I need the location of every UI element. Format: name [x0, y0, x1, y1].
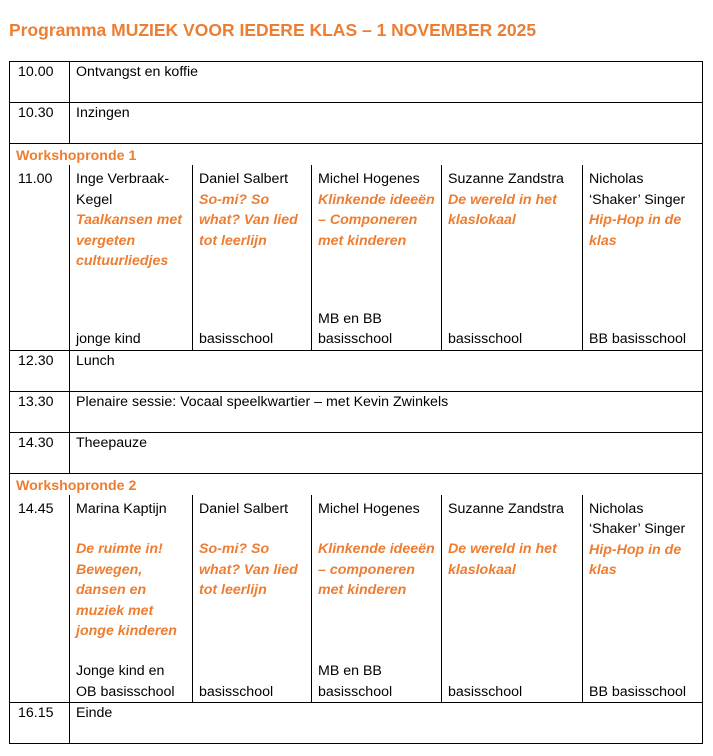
section-header-round-1 [10, 144, 703, 166]
audience-label: basisschool [448, 683, 523, 700]
activity-cell: Inzingen [70, 103, 703, 144]
workshop-cell [70, 165, 193, 350]
presenter-name: Inge Verbraak-Kegel [76, 171, 170, 208]
time-cell: 14.45 [10, 495, 70, 703]
audience-label: jonge kind [76, 331, 141, 347]
workshop-title: Hip-Hop in de klas [589, 212, 682, 249]
workshop-cell [193, 495, 312, 703]
section-header-round-2 [10, 473, 703, 495]
presenter-name: Suzanne Zandstra [448, 500, 564, 517]
table-row [10, 350, 703, 391]
time-cell: 13.30 [10, 391, 70, 432]
presenter-name: Marina Kaptijn [76, 500, 167, 517]
workshop-row-round-1 [10, 165, 703, 350]
activity-cell: Lunch [70, 350, 703, 391]
workshop-title: De ruimte in! Bewegen, dansen en muziek met jonge kinderen [76, 541, 177, 639]
workshop-cell [583, 495, 703, 703]
audience-label: basisschool [448, 331, 523, 347]
table-row [10, 703, 703, 744]
audience-label: BB basisschool [589, 331, 686, 347]
presenter-name: Suzanne Zandstra [448, 171, 564, 187]
workshop-cell [70, 495, 193, 703]
workshop-title: So-mi? So what? Van lied tot leerlijn [199, 191, 298, 249]
workshop-title: Klinkende ideeën – componeren met kinderen [318, 541, 435, 598]
audience-label: basisschool [199, 331, 274, 347]
workshop-title: Hip-Hop in de klas [589, 541, 682, 578]
presenter-name: Nicholas ‘Shaker’ Singer [589, 171, 686, 208]
activity-cell: Theepauze [70, 432, 703, 473]
time-cell: 11.00 [10, 165, 70, 350]
presenter-name: Nicholas ‘Shaker’ Singer [589, 500, 686, 537]
presenter-name: Daniel Salbert [199, 171, 289, 187]
time-cell: 10.30 [10, 103, 70, 144]
presenter-name: Michel Hogenes [318, 500, 420, 517]
table-row [10, 391, 703, 432]
time-cell: 10.00 [10, 62, 70, 103]
workshop-title: So-mi? So what? Van lied tot leerlijn [199, 541, 298, 598]
workshop-title: De wereld in het klaslokaal [448, 191, 557, 228]
activity-cell: Einde [70, 703, 703, 744]
workshop-title: Taalkansen met vergeten cultuurliedjes [76, 212, 182, 269]
workshop-cell [193, 165, 312, 350]
audience-label: basisschool [199, 683, 274, 700]
table-row [10, 62, 703, 103]
presenter-name: Michel Hogenes [318, 171, 420, 187]
activity-cell: Plenaire sessie: Vocaal speelkwartier – met Kevin Zwinkels [70, 391, 703, 432]
workshop-row-round-2 [10, 495, 703, 703]
audience-label: MB en BB basisschool [318, 310, 393, 347]
workshop-cell [312, 165, 442, 350]
audience-label: Jonge kind en OB basisschool [76, 663, 175, 700]
activity-cell: Ontvangst en koffie [70, 62, 703, 103]
audience-label: BB basisschool [589, 683, 686, 700]
workshop-title: De wereld in het klaslokaal [448, 541, 557, 578]
audience-label: MB en BB basisschool [318, 663, 393, 700]
time-cell: 14.30 [10, 432, 70, 473]
time-cell: 16.15 [10, 703, 70, 744]
section-label: Workshopronde 2 [10, 473, 703, 495]
page-title: Programma MUZIEK VOOR IEDERE KLAS – 1 NOVEMBER 2025 [9, 20, 537, 40]
program-table [9, 61, 703, 744]
table-row [10, 432, 703, 473]
workshop-cell [442, 165, 583, 350]
workshop-cell [583, 165, 703, 350]
workshop-cell [312, 495, 442, 703]
workshop-title: Klinkende ideeën – Componeren met kinderen [318, 191, 435, 249]
time-cell: 12.30 [10, 350, 70, 391]
section-label: Workshopronde 1 [10, 144, 703, 166]
workshop-cell [442, 495, 583, 703]
table-row [10, 103, 703, 144]
presenter-name: Daniel Salbert [199, 500, 289, 517]
